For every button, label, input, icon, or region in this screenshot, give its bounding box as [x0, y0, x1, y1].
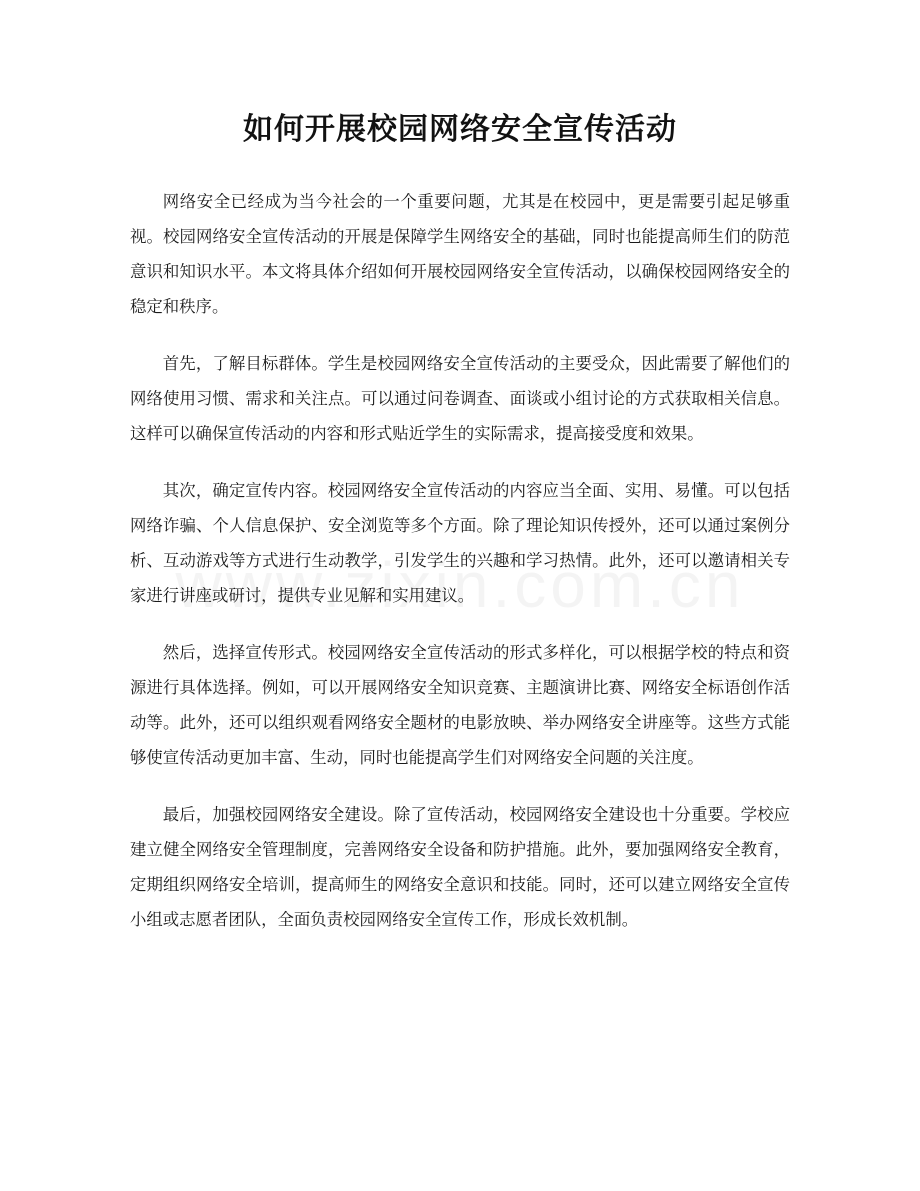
- paragraph-target-audience: 首先，了解目标群体。学生是校园网络安全宣传活动的主要受众，因此需要了解他们的网络使用习惯、需求和关注点。可以通过问卷调查、面谈或小组讨论的方式获取相关信息。这样可以确保宣传活动的内容和形式贴近学生的实际需求，提高接受度和效果。: [130, 354, 790, 443]
- paragraph-construction: 最后，加强校园网络安全建设。除了宣传活动，校园网络安全建设也十分重要。学校应建立健全网络安全管理制度，完善网络安全设备和防护措施。此外，要加强网络安全教育，定期组织网络安全培训，提高师生的网络安全意识和技能。同时，还可以建立网络安全宣传小组或志愿者团队，全面负责校园网络安全宣传工作，形成长效机制。: [130, 805, 790, 929]
- paragraph-content: 其次，确定宣传内容。校园网络安全宣传活动的内容应当全面、实用、易懂。可以包括网络诈骗、个人信息保护、安全浏览等多个方面。除了理论知识传授外，还可以通过案例分析、互动游戏等方式进行生动教学，引发学生的兴趣和学习热情。此外，还可以邀请相关专家进行讲座或研讨，提供专业见解和实用建议。: [130, 481, 790, 605]
- document-body: [130, 184, 790, 959]
- paragraph-format: 然后，选择宣传形式。校园网络安全宣传活动的形式多样化，可以根据学校的特点和资源进行具体选择。例如，可以开展网络安全知识竞赛、主题演讲比赛、网络安全标语创作活动等。此外，还可以组织观看网络安全题材的电影放映、举办网络安全讲座等。这些方式能够使宣传活动更加丰富、生动，同时也能提高学生们对网络安全问题的关注度。: [130, 643, 790, 767]
- document-title: 如何开展校园网络安全宣传活动: [243, 112, 677, 147]
- paragraph-intro: 网络安全已经成为当今社会的一个重要问题，尤其是在校园中，更是需要引起足够重视。校园网络安全宣传活动的开展是保障学生网络安全的基础，同时也能提高师生们的防范意识和知识水平。本文将具体介绍如何开展校园网络安全宣传活动，以确保校园网络安全的稳定和秩序。: [130, 192, 790, 316]
